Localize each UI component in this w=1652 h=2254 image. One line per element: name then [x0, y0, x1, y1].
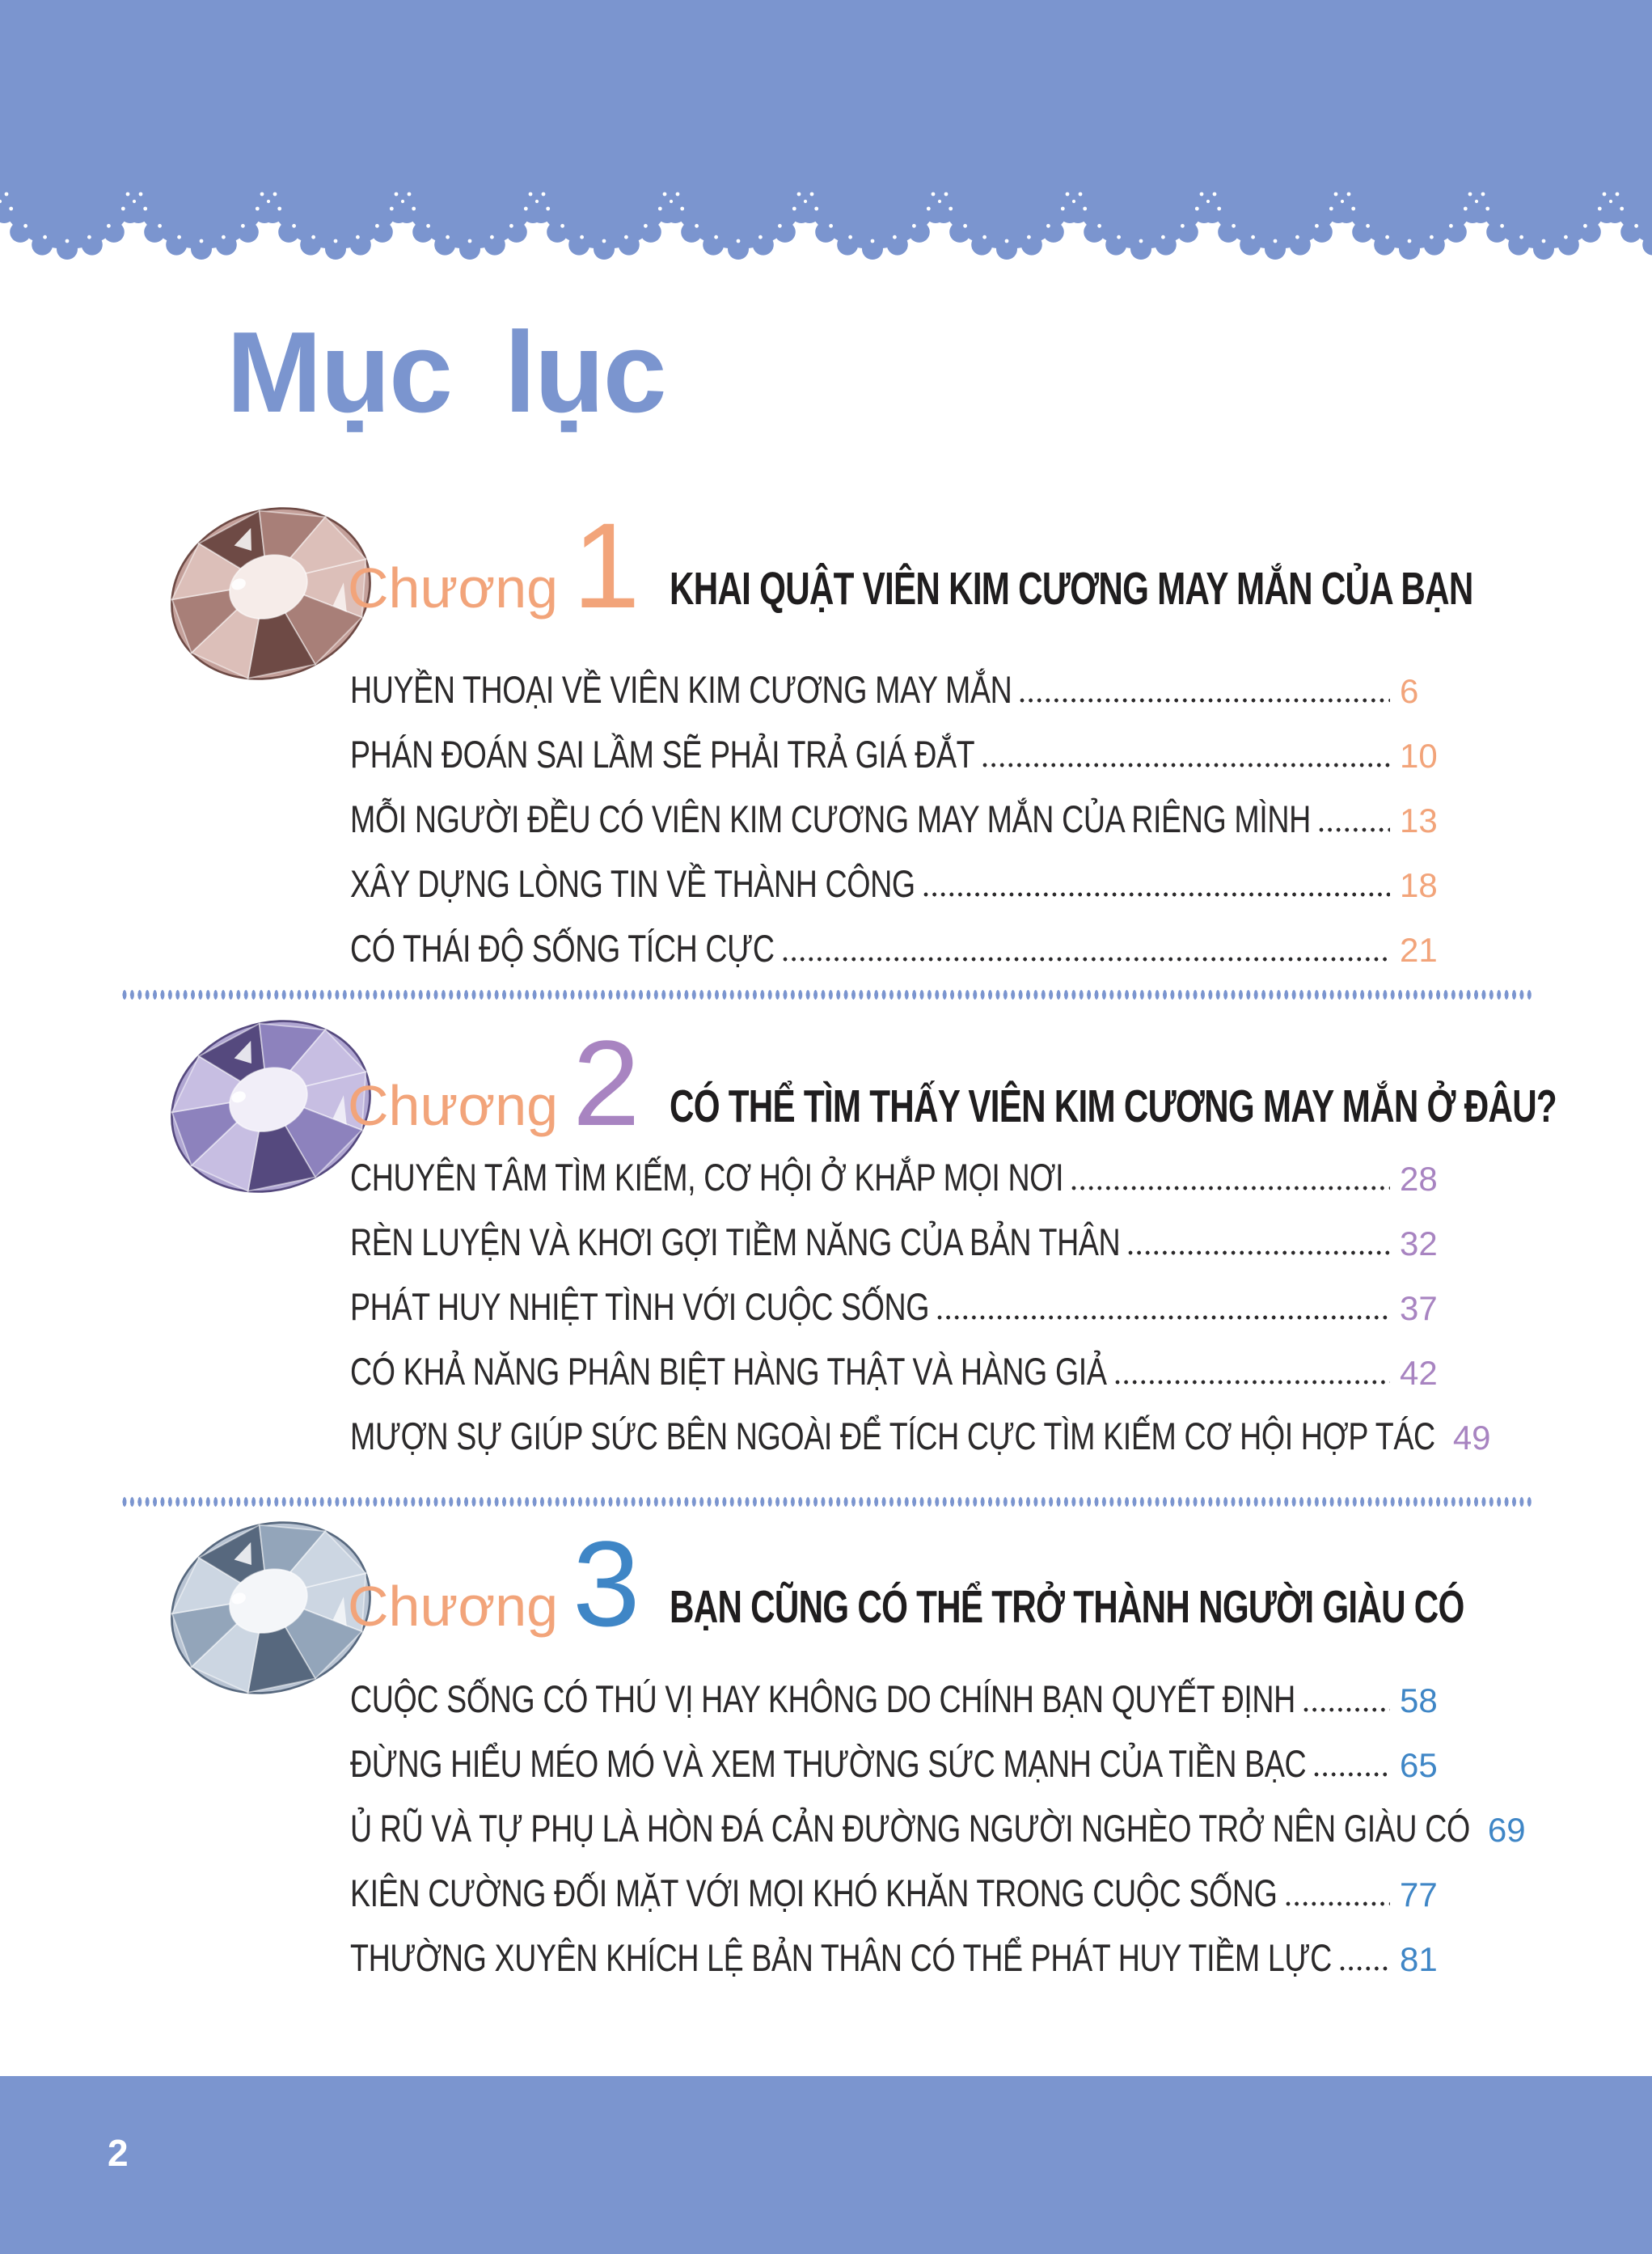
toc-entry-text: MỖI NGƯỜI ĐỀU CÓ VIÊN KIM CƯƠNG MAY MẮN CỦA RIÊNG MÌNH — [350, 797, 1311, 840]
dotted-leader — [1340, 1966, 1390, 1971]
dotted-leader — [1314, 1772, 1390, 1777]
toc-entry-page: 42 — [1400, 1354, 1438, 1392]
dotted-leader — [982, 763, 1390, 768]
toc-entry-page: 18 — [1400, 866, 1438, 904]
chapter-3-heading — [348, 1516, 1652, 1651]
chapter-3-toc-list — [350, 1667, 1526, 1990]
dotted-leader — [783, 957, 1390, 962]
toc-entry-text: XÂY DỰNG LÒNG TIN VỀ THÀNH CÔNG — [350, 862, 915, 905]
chapter-2-heading — [348, 1015, 1652, 1151]
toc-entry — [350, 1145, 1460, 1210]
toc-entry-page: 21 — [1400, 931, 1438, 969]
toc-entry — [350, 1275, 1460, 1339]
dotted-leader — [1020, 698, 1390, 703]
toc-entry-text: KIÊN CƯỜNG ĐỐI MẶT VỚI MỌI KHÓ KHĂN TRONG CUỘC SỐNG — [350, 1871, 1278, 1914]
chapter-title: BẠN CŨNG CÓ THỂ TRỞ THÀNH NGƯỜI GIÀU CÓ — [669, 1581, 1464, 1633]
toc-entry — [350, 1339, 1460, 1404]
dotted-leader — [1115, 1380, 1390, 1385]
chapter-label: Chương — [348, 556, 559, 620]
chapter-1-heading — [348, 497, 1652, 633]
dotted-leader — [923, 892, 1390, 897]
toc-entry — [350, 916, 1460, 981]
dotted-leader — [1286, 1901, 1390, 1906]
toc-entry — [350, 722, 1460, 787]
lace-border — [0, 0, 1652, 267]
dotted-leader — [1319, 827, 1390, 832]
chapter-1-toc-list — [350, 658, 1460, 981]
footer-band — [0, 2076, 1652, 2254]
toc-entry — [350, 852, 1460, 916]
toc-entry — [350, 1404, 1491, 1469]
toc-entry-page: 13 — [1400, 801, 1438, 839]
toc-entry — [350, 1732, 1460, 1796]
toc-entry-page: 81 — [1400, 1940, 1438, 1978]
toc-entry-page: 77 — [1400, 1876, 1438, 1914]
chapter-title: CÓ THỂ TÌM THẤY VIÊN KIM CƯƠNG MAY MẮN Ở ĐÂU? — [669, 1080, 1557, 1132]
toc-entry — [350, 1926, 1460, 1990]
header-band — [0, 0, 1652, 267]
toc-entry-text: MƯỢN SỰ GIÚP SỨC BÊN NGOÀI ĐỂ TÍCH CỰC TÌM KIẾM CƠ HỘI HỢP TÁC — [350, 1415, 1435, 1457]
toc-entry-text: CÓ KHẢ NĂNG PHÂN BIỆT HÀNG THẬT VÀ HÀNG GIẢ — [350, 1350, 1107, 1393]
toc-entry-text: CHUYÊN TÂM TÌM KIẾM, CƠ HỘI Ở KHẮP MỌI NƠI — [350, 1156, 1064, 1199]
page-number: 2 — [108, 2132, 129, 2174]
dotted-leader — [1071, 1186, 1390, 1190]
toc-entry — [350, 1796, 1526, 1861]
chapter-title: KHAI QUẬT VIÊN KIM CƯƠNG MAY MẮN CỦA BẠN — [669, 563, 1473, 615]
dotted-leader — [1128, 1250, 1390, 1255]
toc-entry-text: HUYỀN THOẠI VỀ VIÊN KIM CƯƠNG MAY MẮN — [350, 668, 1012, 711]
toc-entry-text: PHÁT HUY NHIỆT TÌNH VỚI CUỘC SỐNG — [350, 1285, 930, 1328]
toc-entry-page: 10 — [1400, 737, 1438, 775]
chapter-number: 2 — [572, 1015, 640, 1151]
chapter-number: 3 — [572, 1516, 640, 1651]
toc-entry — [350, 1667, 1460, 1732]
dotted-leader — [937, 1315, 1390, 1320]
toc-entry — [350, 658, 1460, 722]
toc-entry-text: CÓ THÁI ĐỘ SỐNG TÍCH CỰC — [350, 927, 775, 970]
chapter-2-toc-list — [350, 1145, 1491, 1469]
page-title: Mục lục — [226, 308, 665, 437]
toc-entry-page: 28 — [1400, 1160, 1438, 1198]
dotted-leader — [1303, 1707, 1390, 1712]
toc-entry-text: RÈN LUYỆN VÀ KHƠI GỢI TIỀM NĂNG CỦA BẢN THÂN — [350, 1220, 1121, 1263]
toc-entry-page: 49 — [1452, 1419, 1491, 1457]
chapter-label: Chương — [348, 1074, 559, 1137]
toc-entry-page: 6 — [1400, 672, 1419, 710]
toc-entry-page: 32 — [1400, 1224, 1438, 1262]
toc-entry — [350, 1210, 1460, 1275]
toc-entry-text: ĐỪNG HIỂU MÉO MÓ VÀ XEM THƯỜNG SỨC MẠNH CỦA TIỀN BẠC — [350, 1742, 1307, 1785]
toc-entry-page: 58 — [1400, 1681, 1438, 1719]
toc-entry-page: 37 — [1400, 1289, 1438, 1327]
toc-entry-text: CUỘC SỐNG CÓ THÚ VỊ HAY KHÔNG DO CHÍNH BẠN QUYẾT ĐỊNH — [350, 1677, 1295, 1720]
toc-entry-text: Ủ RŨ VÀ TỰ PHỤ LÀ HÒN ĐÁ CẢN ĐƯỜNG NGƯỜI NGHÈO TRỞ NÊN GIÀU CÓ — [350, 1807, 1470, 1850]
toc-entry — [350, 787, 1460, 852]
toc-entry-text: THƯỜNG XUYÊN KHÍCH LỆ BẢN THÂN CÓ THỂ PHÁT HUY TIỀM LỰC — [350, 1936, 1332, 1979]
toc-entry-text: PHÁN ĐOÁN SAI LẦM SẼ PHẢI TRẢ GIÁ ĐẮT — [350, 733, 975, 776]
toc-entry-page: 65 — [1400, 1746, 1438, 1784]
toc-entry — [350, 1861, 1460, 1926]
chapter-number: 1 — [572, 497, 640, 633]
chapter-label: Chương — [348, 1575, 559, 1638]
toc-entry-page: 69 — [1487, 1811, 1526, 1849]
